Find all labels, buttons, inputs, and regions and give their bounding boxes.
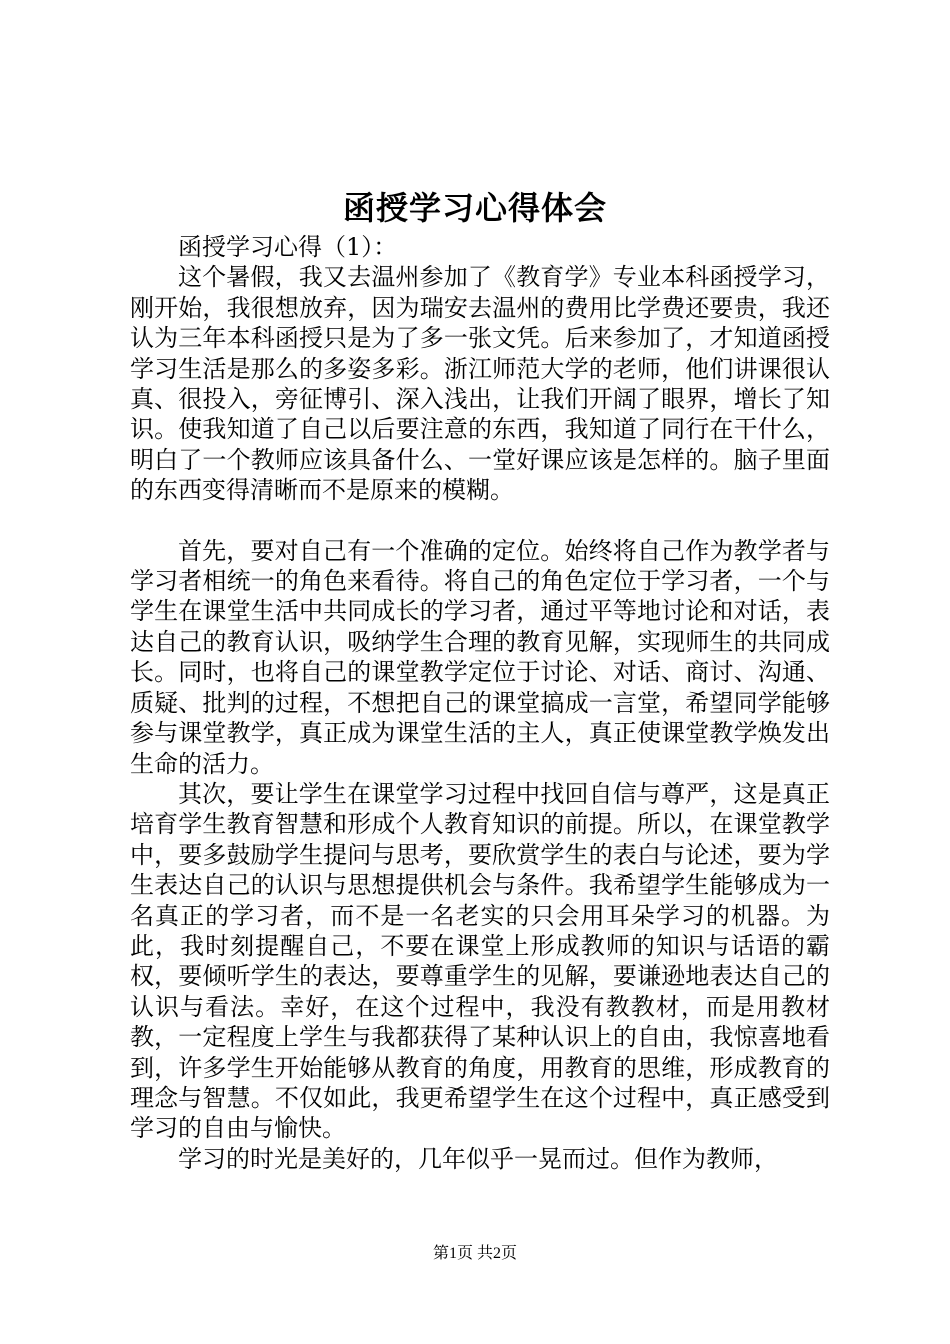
paragraph-spacer (130, 506, 830, 536)
paragraph-4: 学习的时光是美好的，几年似乎一晃而过。但作为教师， (178, 1144, 778, 1173)
document-title: 函授学习心得体会 (342, 189, 607, 227)
paragraph-2: 首先，要对自己有一个准确的定位。始终将自己作为教学者与学习者相统一的角色来看待。将自己的角色定位于学习者，一个与学生在课堂生活中共同成长的学习者，通过平等地讨论和对话，表达自己的教育认识，吸纳学生合理的教育见解，实现师生的共同成长。同时，也将自己的课堂教学定位于讨论、对话、商讨、沟通、质疑、批判的过程，不想把自己的课堂搞成一言堂，希望同学能够参与课堂教学，真正成为课堂生活的主人，真正使课堂教学焕发出生命的活力。 (130, 536, 830, 778)
paragraph-3: 其次，要让学生在课堂学习过程中找回自信与尊严，这是真正培育学生教育智慧和形成个人教育知识的前提。所以，在课堂教学中，要多鼓励学生提问与思考，要欣赏学生的表白与论述，要为学生表达自己的认识与思想提供机会与条件。我希望学生能够成为一名真正的学习者，而不是一名老实的只会用耳朵学习的机器。为此，我时刻提醒自己，不要在课堂上形成教师的知识与话语的霸权，要倾听学生的表达，要尊重学生的见解，要谦逊地表达自己的认识与看法。幸好，在这个过程中，我没有教教材，而是用教材教，一定程度上学生与我都获得了某种认识上的自由，我惊喜地看到，许多学生开始能够从教育的角度，用教育的思维，形成教育的理念与智慧。不仅如此，我更希望学生在这个过程中，真正感受到学习的自由与愉快。 (130, 779, 830, 1143)
paragraph-heading: 函授学习心得（1）： (178, 233, 398, 261)
document-body (130, 232, 830, 1174)
paragraph-1: 这个暑假，我又去温州参加了《教育学》专业本科函授学习，刚开始，我很想放弃，因为瑞安去温州的费用比学费还要贵，我还认为三年本科函授只是为了多一张文凭。后来参加了，才知道函授学习生活是那么的多姿多彩。浙江师范大学的老师，他们讲课很认真、很投入，旁征博引、深入浅出，让我们开阔了眼界，增长了知识。使我知道了自己以后要注意的东西，我知道了同行在干什么，明白了一个教师应该具备什么、一堂好课应该是怎样的。脑子里面的东西变得清晰而不是原来的模糊。 (130, 263, 830, 505)
page-number-footer: 第1页 共2页 (432, 1245, 517, 1262)
